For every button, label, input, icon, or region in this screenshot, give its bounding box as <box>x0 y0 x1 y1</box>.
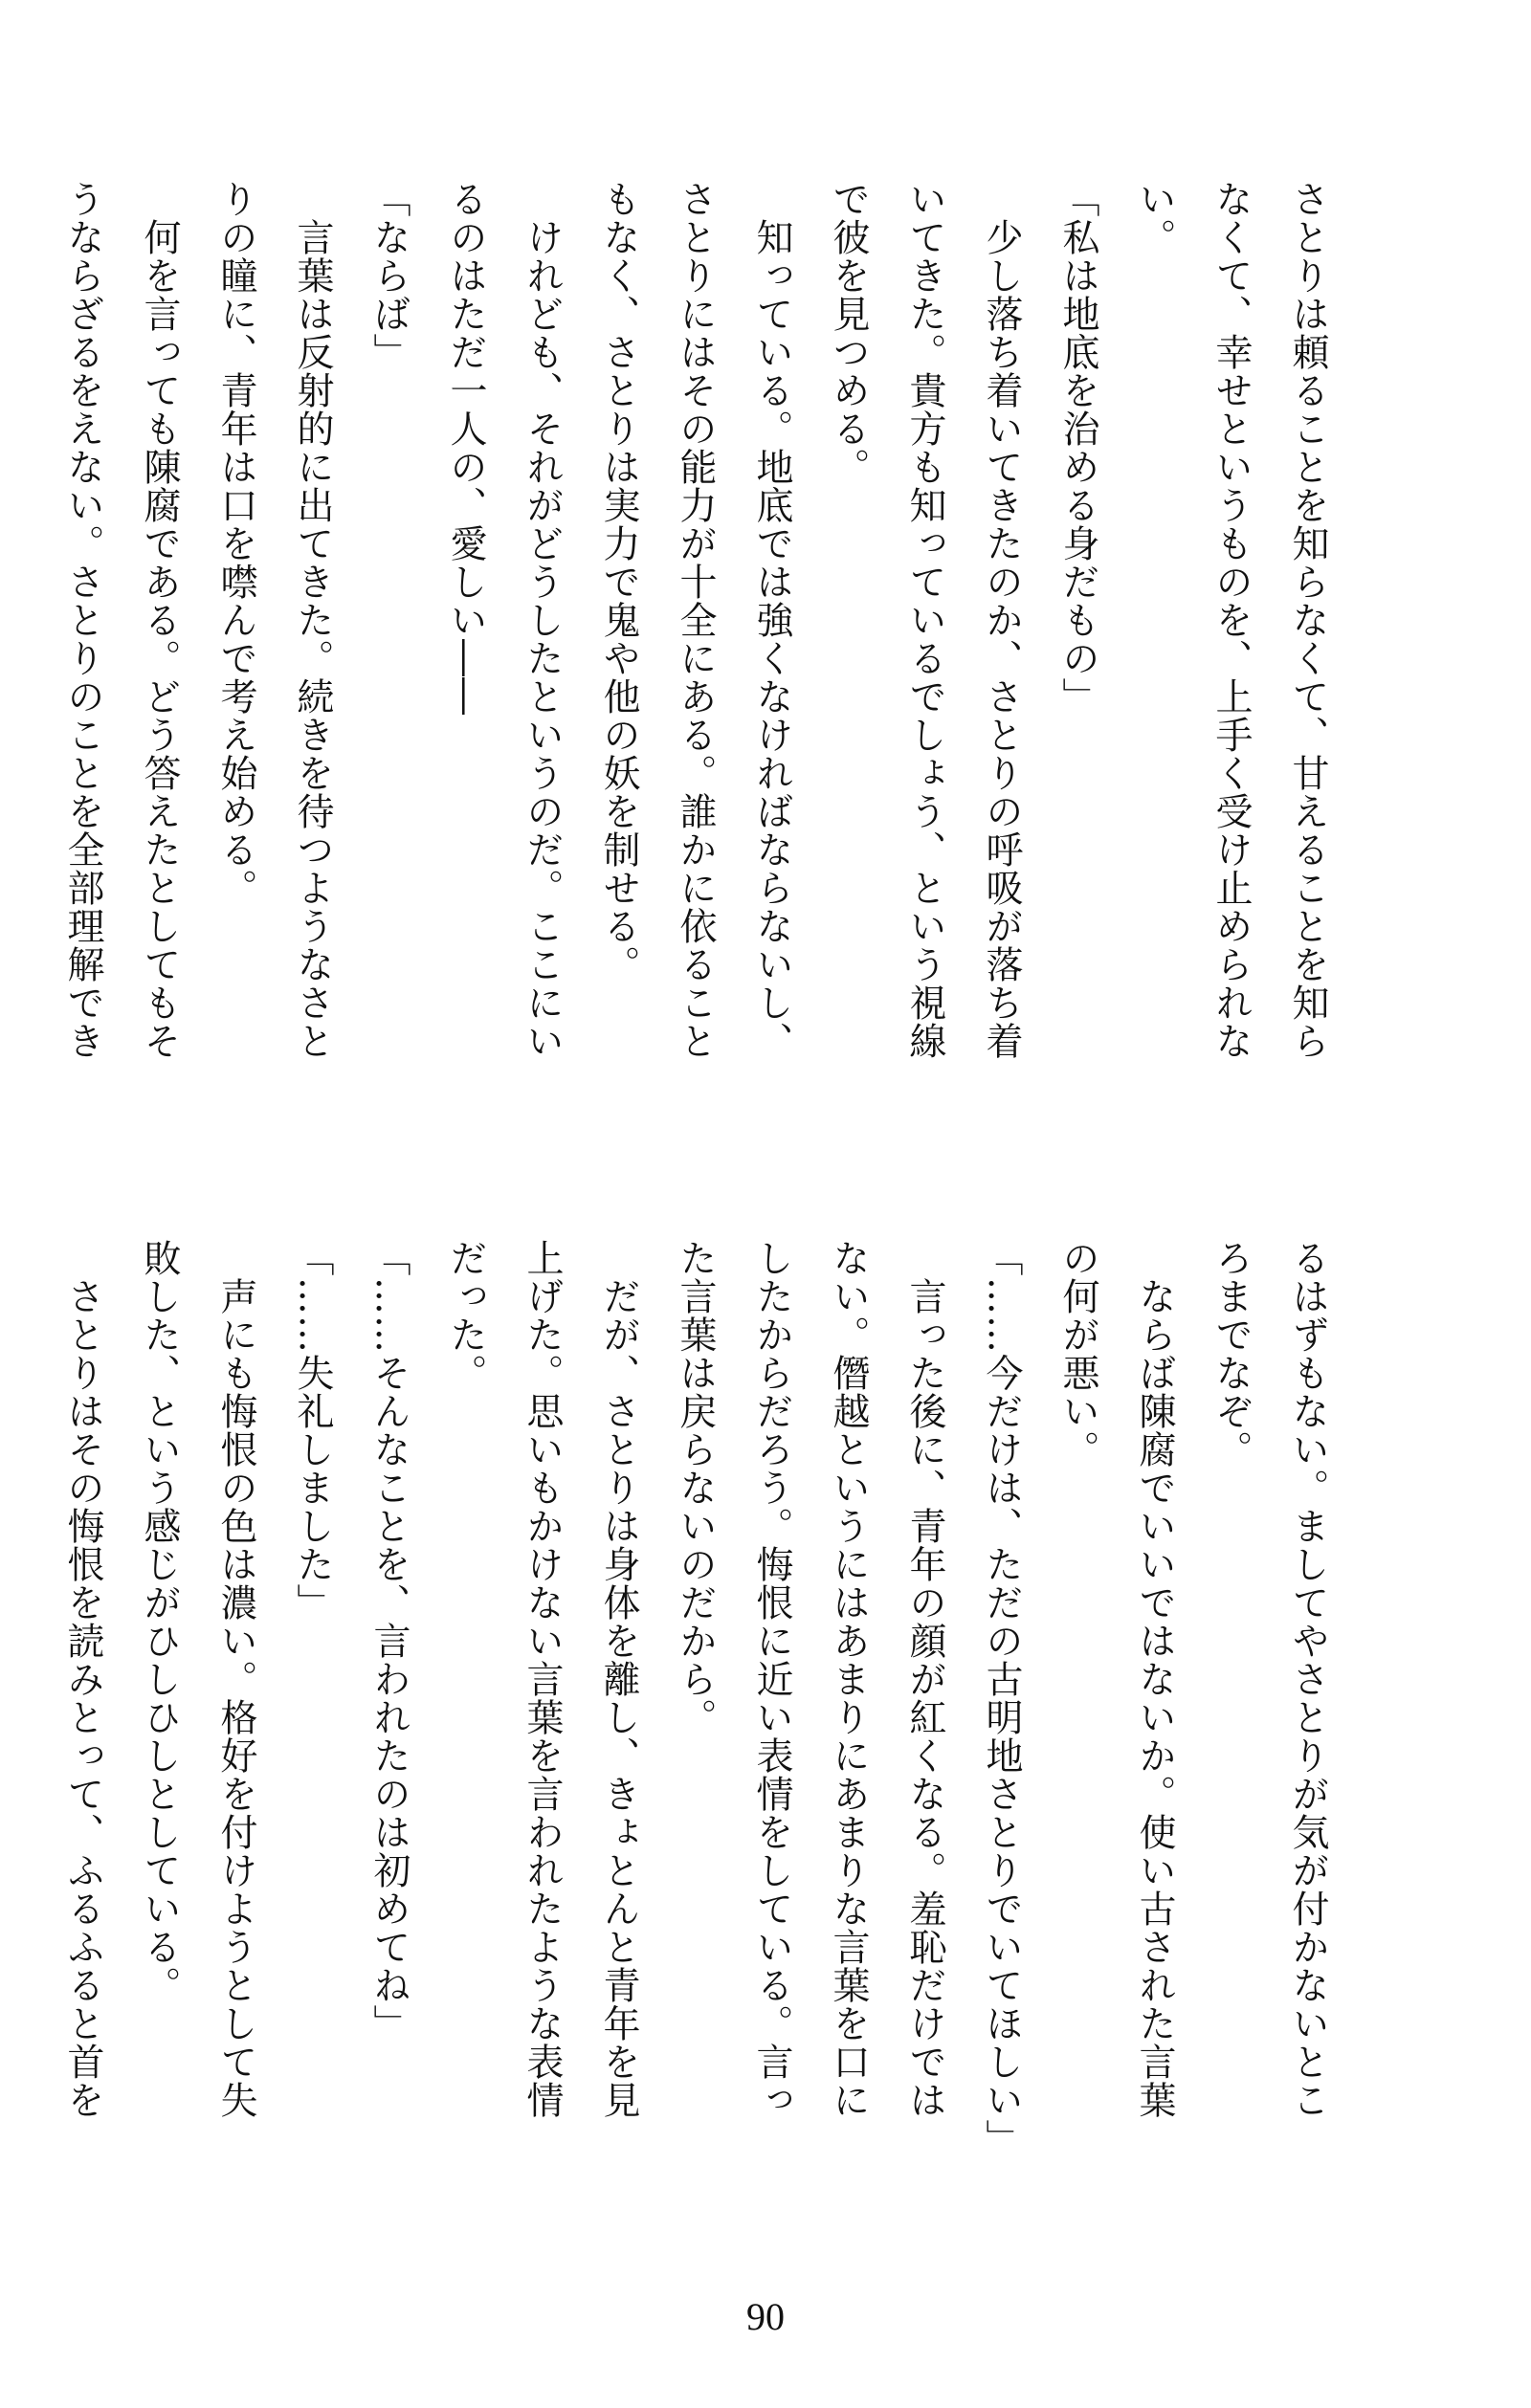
text-line: いてきた。貴方も知っているでしょう、という視線 <box>903 180 946 1060</box>
text-line: るはずもない。ましてやさとりが気が付かないとこ <box>1286 1239 1329 2119</box>
text-line: したからだろう。悔恨に近い表情をしている。言っ <box>750 1239 793 2119</box>
text-line: 上げた。思いもかけない言葉を言われたような表情 <box>521 1239 564 2119</box>
text-line: 敗した、という感じがひしひしとしている。 <box>138 1239 181 2004</box>
text-line: だった。 <box>444 1239 487 1392</box>
text-line: 言った後に、青年の顔が紅くなる。羞恥だけでは <box>903 1239 946 2119</box>
text-line: の何が悪い。 <box>1056 1239 1099 1469</box>
text-line: 何を言っても陳腐である。どう答えたとしてもそ <box>138 180 181 1060</box>
text-line: ならば陳腐でいいではないか。使い古された言葉 <box>1133 1239 1176 2119</box>
text-line: なくて、幸せというものを、上手く受け止められな <box>1209 180 1253 1060</box>
text-line: で彼を見つめる。 <box>827 180 870 486</box>
text-line: さとりはその悔恨を読みとって、ふるふると首を <box>61 1239 104 2119</box>
text-line: りの瞳に、青年は口を噤んで考え始める。 <box>214 180 257 907</box>
text-line: 言葉は反射的に出てきた。続きを待つようなさと <box>291 180 334 1060</box>
text-line: 知っている。地底では強くなければならないし、 <box>750 180 793 1060</box>
text-line: ない。僭越というにはあまりにあまりな言葉を口に <box>827 1239 870 2119</box>
text-line: もなく、さとりは実力で鬼や他の妖を制せる。 <box>597 180 640 983</box>
top-text-block <box>61 180 1345 1143</box>
text-line: 「……失礼しました」 <box>291 1239 334 1622</box>
text-line: 声にも悔恨の色は濃い。格好を付けようとして失 <box>214 1239 257 2119</box>
text-line: 「ならば」 <box>367 180 410 371</box>
text-line: るのはただ一人の、愛しい―― <box>444 180 487 716</box>
bottom-text-block <box>61 1239 1345 2202</box>
text-line: だが、さとりは身体を離し、きょとんと青年を見 <box>597 1239 640 2119</box>
text-line: 少し落ち着いてきたのか、さとりの呼吸が落ち着 <box>980 180 1023 1060</box>
text-line: さとりは頼ることを知らなくて、甘えることを知ら <box>1286 180 1329 1060</box>
text-line: 「私は地底を治める身だもの」 <box>1056 180 1099 716</box>
text-line: 「……そんなことを、言われたのは初めてね」 <box>367 1239 410 2043</box>
text-line: い。 <box>1133 180 1176 256</box>
text-line: けれども、それがどうしたというのだ。ここにい <box>521 180 564 1060</box>
text-line: 「……今だけは、ただの古明地さとりでいてほしい」 <box>980 1239 1023 2157</box>
text-line: さとりにはその能力が十全にある。誰かに依ること <box>674 180 717 1060</box>
text-line: うならざるをえない。さとりのことを全部理解でき <box>61 180 104 1060</box>
text-line: た言葉は戻らないのだから。 <box>674 1239 717 1736</box>
page-number: 90 <box>746 2295 785 2338</box>
text-line: ろまでなぞ。 <box>1209 1239 1253 1469</box>
